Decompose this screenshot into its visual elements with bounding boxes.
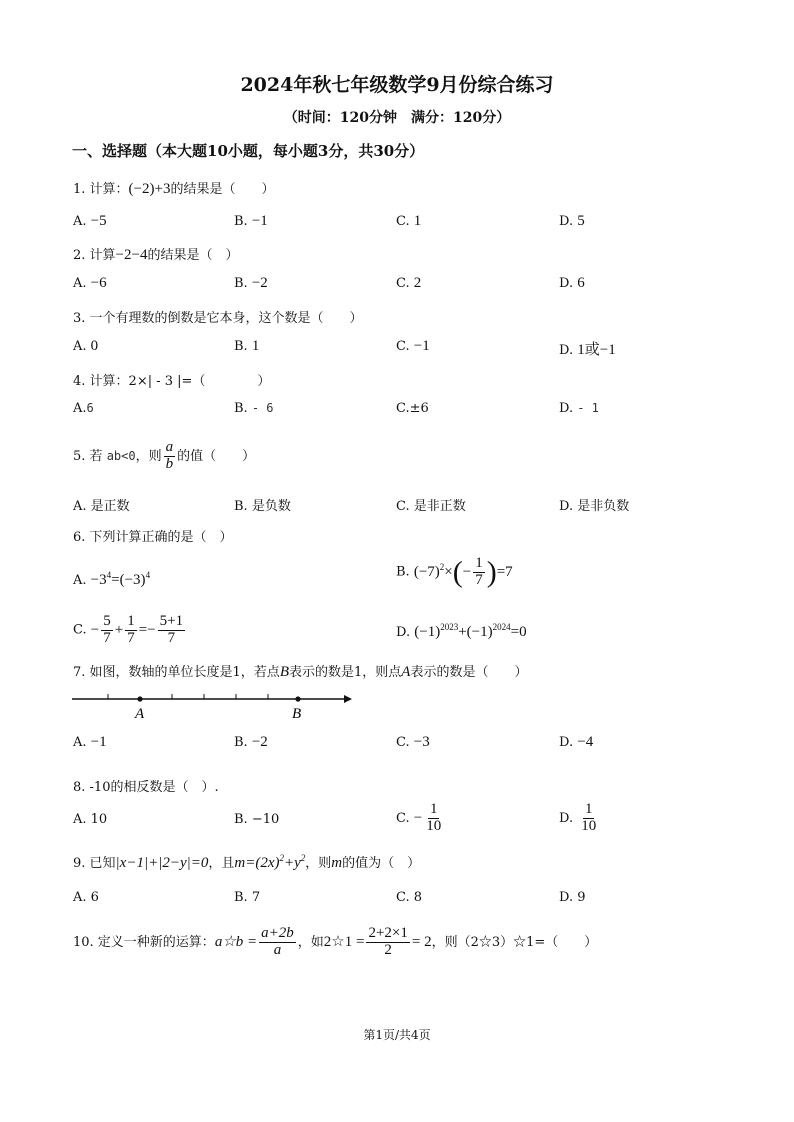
question-1: [73, 178, 274, 198]
q2-option-a: A. −6: [73, 275, 107, 291]
point-a-label: A: [135, 706, 145, 722]
q4-option-b: B. - 6: [234, 401, 274, 416]
q9-option-c: C. 8: [396, 890, 423, 905]
q3-option-a: A. 0: [73, 338, 99, 354]
page-subtitle: （时间：120分钟 满分：120分）: [283, 110, 511, 126]
question-2: 2. 计算−2−4的结果是（ ）: [73, 247, 239, 263]
question-6: 6. 下列计算正确的是（ ）: [73, 530, 233, 545]
number-line-ticks: [108, 694, 268, 699]
number-line-arrow: [344, 695, 352, 703]
question-7: 7. 如图，数轴的单位长度是1，若点B表示的数是1，则点A表示的数是（ ）: [73, 664, 528, 680]
q3-option-b: B. 1: [234, 338, 260, 354]
q4-option-d: D. - 1: [559, 401, 599, 416]
section-heading: 一、选择题（本大题10小题，每小题3分，共30分）: [72, 142, 425, 160]
page-title: 2024年秋七年级数学9月份综合练习: [240, 74, 554, 96]
q7-option-c: C. −3: [396, 734, 430, 750]
q4-option-a: A.6: [73, 401, 94, 416]
q5-option-b: B. 是负数: [234, 499, 291, 514]
q7-option-b: B. −2: [234, 734, 268, 750]
q7-option-a: A. −1: [73, 734, 107, 750]
q1-option-b: B. −1: [234, 213, 268, 229]
q6-option-b: B. $(-7)^2\times(-$ $\frac{1}{7}$ )=7: [396, 555, 513, 589]
question-8: 8. -10的相反数是（ ）.: [73, 780, 219, 795]
point-a-dot: [137, 696, 142, 701]
q6-option-d: D. $(-1)^{2023}+(-1)^{2024}=0$: [396, 622, 527, 640]
question-4: 4. 计算：2×| - 3 |=（ ）: [73, 374, 271, 389]
q2-option-b: B. −2: [234, 275, 268, 291]
question-5: 5. 若 ab<0，则 $\frac{a}{b}$ 的值（ ）: [73, 439, 256, 472]
q1-suffix: 的结果是（ ）: [170, 182, 275, 197]
q6-option-a: A. $-3^4=(-3)^4$: [73, 570, 151, 588]
q5-option-a: A. 是正数: [73, 499, 130, 514]
q9-option-b: B. 7: [234, 890, 261, 905]
question-10: 10. 定义一种新的运算：a☆b = $\frac{a+2b}{a}$ ，如2☆1 = $\frac{2+2\times 1}{2}$ = 2，则（2☆3）☆1=（ ）: [73, 925, 598, 958]
page-footer: 第1页/共4页: [363, 1028, 431, 1042]
q8-option-b: B. −10: [234, 812, 280, 827]
q4-option-c: C.±6: [396, 401, 429, 416]
q3-option-c: C. −1: [396, 338, 430, 354]
q8-option-c: C. − $\frac{1}{10}$: [396, 801, 442, 834]
q3-option-d: D. 1或−1: [559, 342, 616, 358]
q7-option-d: D. −4: [559, 734, 594, 750]
q6-option-c: C. − $\frac{5}{7}$ + $\frac{1}{7}$ =− $\frac{5+1}{7}$: [73, 613, 184, 646]
q1-expression: (−2)+3: [128, 181, 171, 197]
q5-option-c: C. 是非正数: [396, 499, 466, 514]
point-b-dot: [295, 696, 300, 701]
q8-option-a: A. 10: [73, 812, 108, 827]
q1-option-c: C. 1: [396, 213, 422, 229]
q5-option-d: D. 是非负数: [559, 499, 630, 514]
point-b-label: B: [292, 706, 302, 722]
q1-prefix: 1. 计算：: [73, 182, 129, 197]
number-line: [68, 688, 358, 724]
q2-option-d: D. 6: [559, 275, 585, 291]
q9-option-d: D. 9: [559, 890, 586, 905]
q2-option-c: C. 2: [396, 275, 422, 291]
q1-option-d: D. 5: [559, 213, 585, 229]
q8-option-d: D. $\frac{1}{10}$: [559, 801, 597, 834]
question-3: 3. 一个有理数的倒数是它本身，这个数是（ ）: [73, 311, 363, 326]
q9-option-a: A. 6: [73, 890, 99, 905]
question-9: 9. 已知|x−1|+|2−y|=0，且$m=(2x)^2+y^2$，则m的值为（ ）: [73, 853, 421, 871]
q1-option-a: A. −5: [73, 213, 107, 229]
